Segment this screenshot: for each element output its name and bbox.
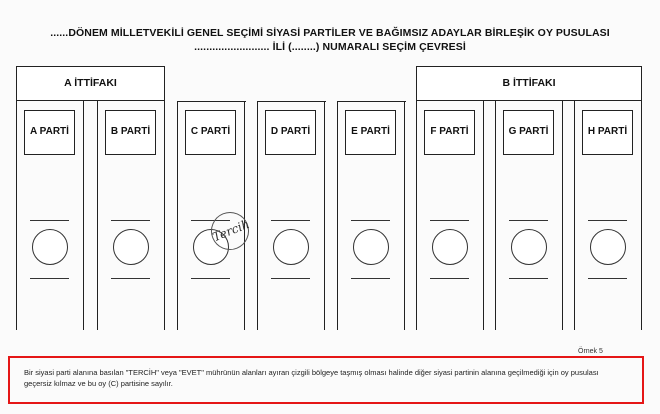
divider-line: [30, 220, 69, 221]
ballot-title: ......DÖNEM MİLLETVEKİLİ GENEL SEÇİMİ SİYASİ PARTİLER VE BAĞIMSIZ ADAYLAR BİRLEŞİK OY PUSULASI: [50, 27, 610, 39]
vote-circle[interactable]: [353, 229, 389, 265]
vote-circle[interactable]: [113, 229, 149, 265]
divider-line: [351, 278, 390, 279]
party-name-box: A PARTİ: [24, 110, 75, 155]
party-name-box: G PARTİ: [503, 110, 554, 155]
constituency-line: ......................... İLİ (........) NUMARALI SEÇİM ÇEVRESİ: [194, 41, 466, 53]
divider-line: [191, 278, 230, 279]
divider-line: [509, 220, 548, 221]
party-name-box: F PARTİ: [424, 110, 475, 155]
explanation-note: [8, 356, 644, 404]
party-name-box: H PARTİ: [582, 110, 633, 155]
divider-line: [271, 278, 310, 279]
divider-line: [351, 220, 390, 221]
alliance-b-header: B İTTİFAKI: [416, 66, 642, 101]
vote-circle[interactable]: [590, 229, 626, 265]
alliance-a-header: A İTTİFAKI: [16, 66, 165, 101]
vote-circle[interactable]: [273, 229, 309, 265]
divider-line: [588, 220, 627, 221]
party-column-h: [574, 101, 642, 330]
explanation-text: Bir siyasi parti alanına basılan "TERCİH" veya "EVET" mührünün alanları ayıran çizgili bölgeye taşmış olması halinde diğer siyasi partinin alanına geçilmediği için oy pusulası geçersiz kılmaz ve bu oy (C) partisine sayılır.: [24, 368, 599, 388]
tercih-stamp: Tercih: [205, 206, 254, 255]
party-column-g: [495, 101, 563, 330]
party-column-b: [97, 101, 165, 330]
divider-line: [430, 220, 469, 221]
party-name-box: D PARTİ: [265, 110, 316, 155]
vote-circle[interactable]: [432, 229, 468, 265]
divider-line: [509, 278, 548, 279]
example-label: Örnek 5: [578, 348, 603, 355]
party-column-d: [257, 101, 325, 330]
vote-circle[interactable]: [32, 229, 68, 265]
party-column-e: [337, 101, 405, 330]
divider-line: [111, 278, 150, 279]
party-name-box: B PARTİ: [105, 110, 156, 155]
divider-line: [30, 278, 69, 279]
party-name-box: C PARTİ: [185, 110, 236, 155]
vote-circle[interactable]: [511, 229, 547, 265]
divider-line: [588, 278, 627, 279]
divider-line: [430, 278, 469, 279]
divider-line: [111, 220, 150, 221]
divider-line: [271, 220, 310, 221]
party-name-box: E PARTİ: [345, 110, 396, 155]
party-column-a: [16, 101, 84, 330]
party-column-f: [416, 101, 484, 330]
